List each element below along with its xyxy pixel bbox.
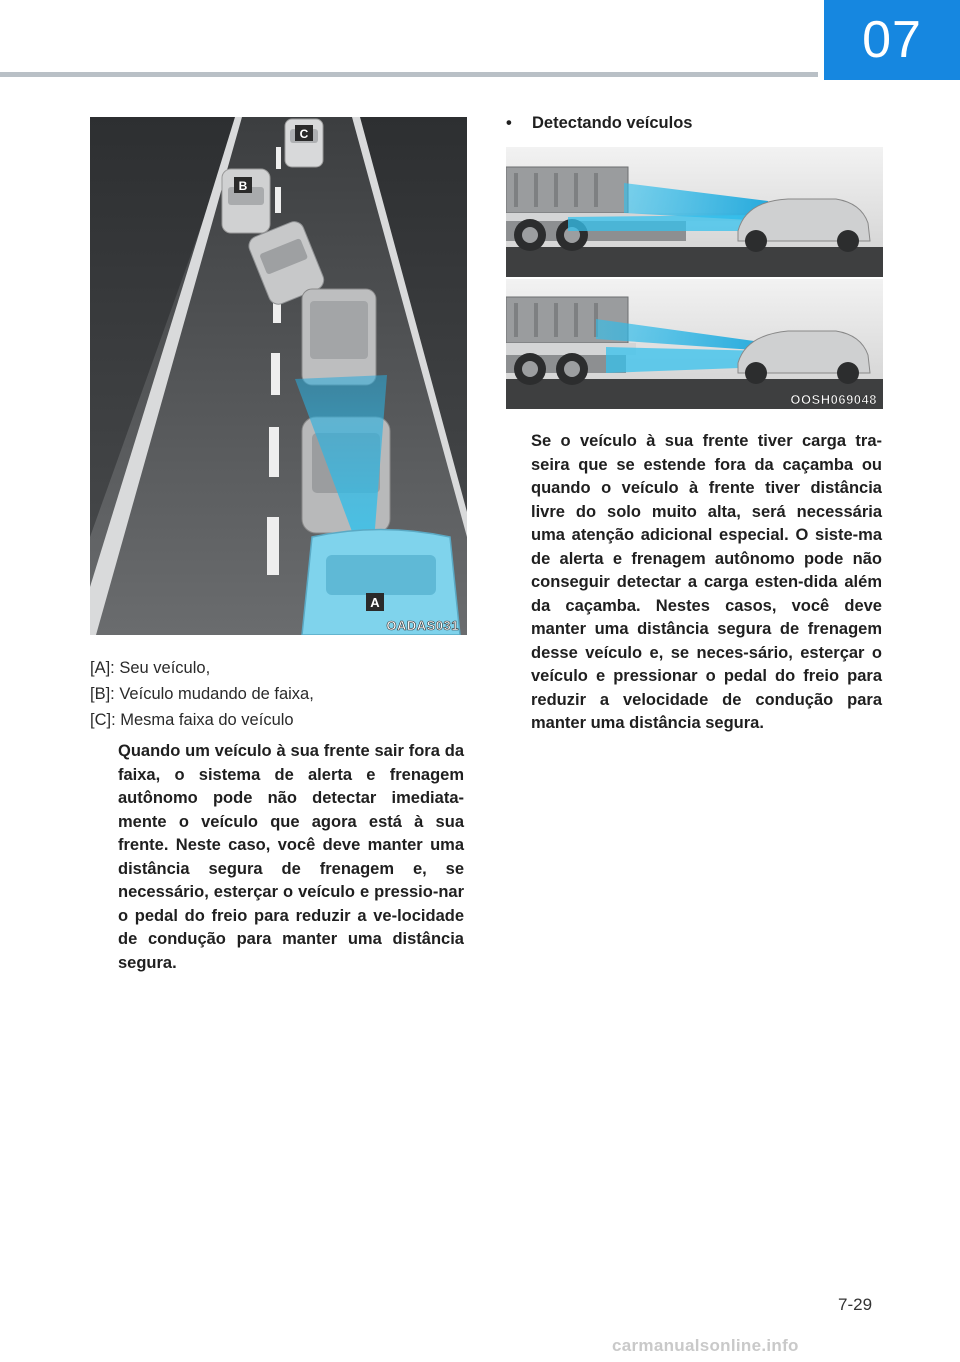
caption-b: [B]: Veículo mudando de faixa, [90, 685, 314, 703]
right-paragraph: Se o veículo à sua frente tiver carga tra-seira que se estende fora da caçamba ou quando o veículo à frente tiver distância livre do solo muito alta, será necessária uma atenção adicional especial. O siste-ma de alerta e frenagem autônomo pode não conseguir detectar a carga esten-dida além da caçamba. Nestes casos, você deve manter uma distância segura de frenagem desse veículo e, se neces-sário, esterçar o veículo e pressionar o pedal do freio para reduzir a velocidade de condução para manter uma distância segura. [531, 432, 882, 732]
bullet-text: Detectando veículos [532, 114, 693, 132]
caption-a: [A]: Seu veículo, [90, 659, 211, 677]
road-illustration [90, 117, 467, 635]
figure-code: OADAS031 [386, 618, 459, 633]
left-paragraph: Quando um veículo à sua frente sair fora da faixa, o sistema de alerta e frenagem autônomo pode não detectar imediata-mente o veículo que agora está à sua frente. Neste caso, você deve manter uma distância segura de frenagem e, se necessário, esterçar o veículo e pressio-nar o pedal do freio para reduzir a ve-locidade de condução para manter uma distância segura. [118, 742, 464, 972]
car-b [222, 169, 270, 233]
car-c [285, 119, 323, 167]
chapter-tab [824, 0, 960, 80]
car-b-label: B [238, 179, 248, 193]
bullet-symbol: • [506, 114, 512, 132]
header-rule [0, 72, 818, 77]
truck-illustration [506, 147, 883, 409]
page-number: 7-29 [838, 1295, 873, 1314]
figure-code: OOSH069048 [790, 392, 877, 407]
footer-watermark: carmanualsonline.info [612, 1336, 799, 1355]
figure-lane-change [90, 117, 467, 635]
figure-truck-detection [506, 147, 883, 409]
caption-c: [C]: Mesma faixa do veículo [90, 711, 294, 729]
car-a-label: A [370, 595, 380, 610]
chapter-number: 07 [862, 11, 922, 69]
car-c-label: C [299, 127, 309, 141]
bullet-heading [506, 114, 692, 133]
figure-captions [90, 655, 470, 733]
